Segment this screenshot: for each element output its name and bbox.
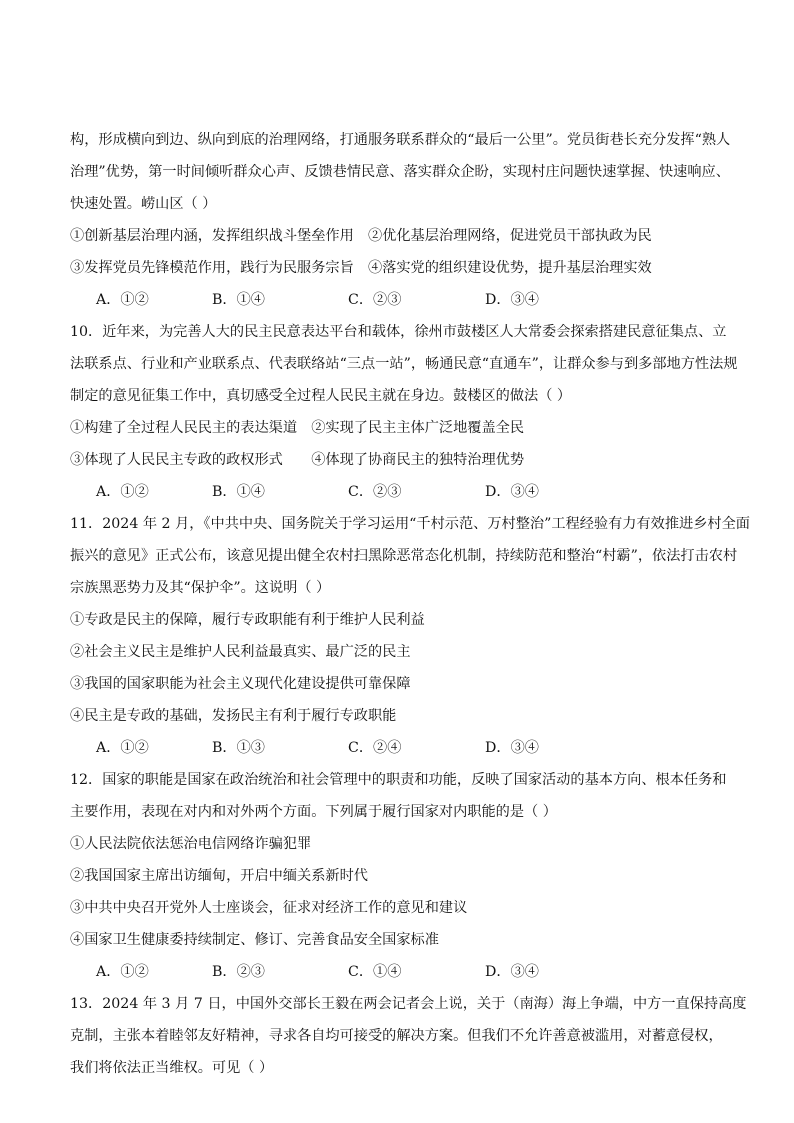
answer-choices [96,290,696,310]
option-line: ④民主是专政的基础，发扬民主有利于履行专政职能 [70,708,397,724]
option-line: ③我国的国家职能为社会主义现代化建设提供可靠保障 [70,676,411,692]
option-line: ③体现了人民民主专政的政权形式 ④体现了协商民主的独特治理优势 [70,452,525,468]
text-line: 制定的意见征集工作中，真切感受全过程人民民主就在身边。鼓楼区的做法（ ） [70,388,572,404]
text-line: 振兴的意见》正式公布，该意见提出健全农村扫黑除恶常态化机制，持续防范和整治“村霸”，依法打击农村 [70,548,738,564]
text-line: 我们将依法正当维权。可见（ ） [70,1060,274,1076]
choice-a: A．①② [96,484,149,500]
text-line: 主要作用，表现在对内和对外两个方面。下列属于履行国家对内职能的是（ ） [70,804,557,820]
choice-d: D．③④ [485,292,539,308]
choice-d: D．③④ [485,964,539,980]
answer-choices [96,738,696,758]
choice-c: C．②③ [348,484,402,500]
question-11: 11．2024 年 2 月，《中共中央、国务院关于学习运用“千村示范、万村整治”工程经验有力有效推进乡村全面 [70,516,750,532]
option-line: ③发挥党员先锋模范作用，践行为民服务宗旨 ④落实党的组织建设优势，提升基层治理实效 [70,260,652,276]
choice-a: A．①② [96,964,149,980]
answer-choices [96,482,696,502]
option-line: ①构建了全过程人民民主的表达渠道 ②实现了民主主体广泛地覆盖全民 [70,420,525,436]
choice-b: B．①④ [212,484,265,500]
choice-b: B．②③ [212,964,265,980]
choice-c: C．①④ [348,964,402,980]
text-line: 治理”优势，第一时间倾听群众心声、反馈巷情民意、落实群众企盼，实现村庄问题快速掌握、快速响应、 [70,164,730,180]
choice-d: D．③④ [485,740,539,756]
choice-a: A．①② [96,292,149,308]
text-line: 法联系点、行业和产业联系点、代表联络站“三点一站”，畅通民意“直通车”，让群众参与到多部地方性法规 [70,356,738,372]
choice-a: A．①② [96,740,149,756]
option-line: ③中共中央召开党外人士座谈会，征求对经济工作的意见和建议 [70,900,468,916]
option-line: ①专政是民主的保障，履行专政职能有利于维护人民利益 [70,612,425,628]
option-line: ④国家卫生健康委持续制定、修订、完善食品安全国家标准 [70,932,439,948]
answer-choices [96,962,696,982]
text-line: 克制，主张本着睦邻友好精神，寻求各自均可接受的解决方案。但我们不允许善意被滥用，对蓄意侵权， [70,1028,723,1044]
text-line: 宗族黑恶势力及其“保护伞”。这说明（ ） [70,580,331,596]
choice-b: B．①③ [212,740,265,756]
question-13: 13．2024 年 3 月 7 日，中国外交部长王毅在两会记者会上说，关于（南海）海上争端，中方一直保持高度 [70,996,747,1012]
option-line: ①人民法院依法惩治电信网络诈骗犯罪 [70,836,312,852]
text-line: 快速处置。崂山区（ ） [70,196,217,212]
option-line: ①创新基层治理内涵，发挥组织战斗堡垒作用 ②优化基层治理网络，促进党员干部执政为民 [70,228,652,244]
choice-b: B．①④ [212,292,265,308]
choice-c: C．②④ [348,740,402,756]
option-line: ②社会主义民主是维护人民利益最真实、最广泛的民主 [70,644,411,660]
choice-d: D．③④ [485,484,539,500]
option-line: ②我国国家主席出访缅甸，开启中缅关系新时代 [70,868,368,884]
text-line: 构，形成横向到边、纵向到底的治理网络，打通服务联系群众的“最后一公里”。党员街巷长充分发挥“熟人 [70,132,731,148]
question-12: 12．国家的职能是国家在政治统治和社会管理中的职责和功能，反映了国家活动的基本方向、根本任务和 [70,772,727,788]
question-10: 10．近年来，为完善人大的民主民意表达平台和载体，徐州市鼓楼区人大常委会探索搭建民意征集点、立 [70,324,727,340]
choice-c: C．②③ [348,292,402,308]
